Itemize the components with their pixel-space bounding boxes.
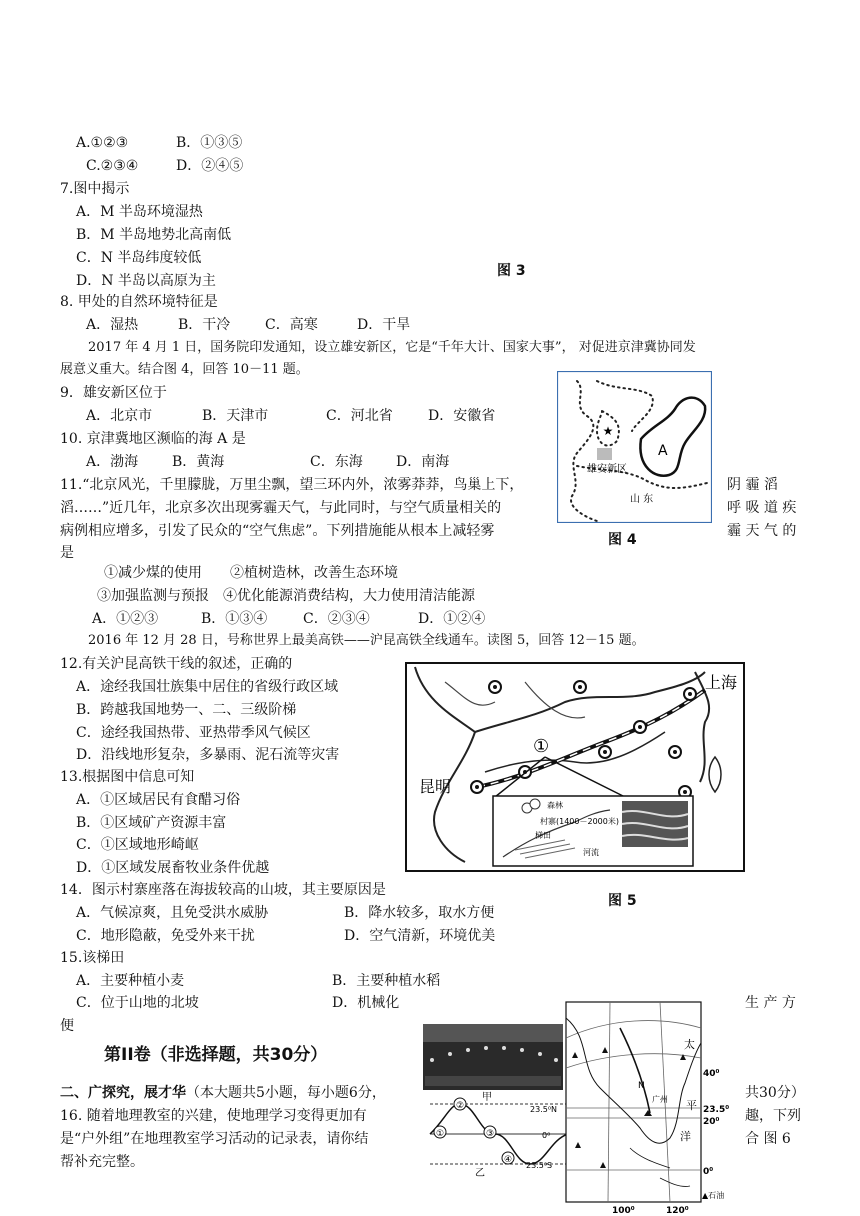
q14-stem: 14．图示村寨座落在海拔较高的山坡，其主要原因是: [60, 882, 386, 898]
q12-option-c: C．途经我国热带、亚热带季风气候区: [76, 725, 311, 741]
figure-3-caption: 图 3: [497, 263, 526, 279]
q13-stem: 13.根据图中信息可知: [60, 769, 195, 785]
lat-40-label: 40⁰: [703, 1069, 720, 1079]
lat-0-map-label: 0⁰: [703, 1167, 714, 1177]
yang-label: 洋: [680, 1130, 691, 1143]
q12-option-b: B．跨越我国地势一、二、三级阶梯: [76, 702, 297, 718]
q10-stem: 10. 京津冀地区濒临的海 A 是: [60, 431, 246, 447]
jia-label: 甲: [482, 1092, 492, 1103]
q7-option-d: D．N 半岛以高原为主: [76, 273, 216, 289]
yi-label: 乙: [475, 1168, 485, 1179]
q12-option-a: A．途经我国壮族集中居住的省级行政区域: [76, 679, 339, 695]
q15-option-d: D．机械化: [332, 995, 400, 1011]
section-2-heading: [60, 1084, 386, 1102]
q11-line4: 是: [60, 545, 74, 561]
q11-measures-1: ①减少煤的使用 ②植树造林，改善生态环境: [104, 565, 398, 581]
q12-option-d: D．沿线地形复杂，多暴雨、泥石流等灾害: [76, 747, 340, 763]
q15-option-b: B．主要种植水稻: [332, 973, 441, 989]
q11-line3: 病例相应增多，引发了民众的“空气焦虑”。下列措施能从根本上减轻雾: [60, 523, 495, 539]
sea-a-label: A: [658, 443, 668, 459]
point-3-label: ③: [486, 1129, 495, 1139]
point-2-label: ②: [456, 1101, 465, 1111]
lat-0-label: 0⁰: [542, 1131, 551, 1140]
q11-option-b: B．①③④: [201, 611, 268, 627]
lon-100-label: 100⁰: [612, 1206, 635, 1216]
q13-option-a: A．①区域居民有食醋习俗: [76, 792, 241, 808]
q8-option-a: A．湿热: [86, 317, 139, 333]
figure-5-caption: 图 5: [608, 893, 637, 909]
q7-option-b: B．M 半岛地势北高南低: [76, 227, 232, 243]
section-2-head: 二、广探究，展才华: [60, 1085, 186, 1101]
marker-1-label: ①: [533, 736, 550, 757]
star-icon: ★: [602, 424, 614, 438]
q7-option-a: A．M 半岛环境湿热: [76, 204, 203, 220]
intro-12-15: 2016 年 12 月 28 日，号称世界上最美高铁——沪昆高铁全线通车。读图 5，回答 12－15 题。: [88, 633, 645, 648]
lat-23-5s-label: 23.5⁰S: [526, 1161, 553, 1170]
river-label: 河流: [583, 848, 599, 857]
q8-option-c: C．高寒: [265, 317, 318, 333]
point-1-label: ①: [436, 1129, 445, 1139]
intro-10-11-line2: 展意义重大。结合图 4，回答 10－11 题。: [60, 362, 309, 377]
q9-option-c: C．河北省: [326, 408, 393, 424]
q11-measures-2: ③加强监测与预报 ④优化能源消费结构，大力使用清洁能源: [97, 588, 475, 604]
q16-line1-right: 趣，下列: [745, 1108, 801, 1124]
q16-line2-right: 合 图 6: [745, 1131, 791, 1147]
ping-label: 平: [686, 1099, 697, 1112]
q14-option-a: A．气候凉爽，且免受洪水威胁: [76, 905, 269, 921]
shanghai-label: 上海: [705, 673, 738, 692]
q11-line2: 滔……”近几年，北京多次出现雾霾天气，与此同时，与空气质量相关的: [60, 500, 502, 516]
point-4-label: ④: [504, 1155, 513, 1165]
q15-option-d-cont: 便: [60, 1018, 74, 1034]
q13-option-b: B．①区域矿产资源丰富: [76, 815, 227, 831]
q8-option-d: D．干旱: [357, 317, 411, 333]
lat-20-label: 20⁰: [703, 1117, 720, 1127]
q9-stem: 9．雄安新区位于: [60, 385, 167, 401]
section-2-detail: （本大题共5小题，每小题6分，: [186, 1085, 386, 1101]
figure-5-map: [405, 662, 745, 872]
forest-label: 森林: [547, 801, 563, 810]
q15-option-a: A．主要种植小麦: [76, 973, 185, 989]
q8-option-b: B．干冷: [178, 317, 231, 333]
q16-line3: 帮补充完整。: [60, 1154, 144, 1170]
q10-option-a: A．渤海: [86, 454, 139, 470]
q11-line3-right: 霾 天 气 的: [727, 523, 797, 539]
figure-6-map: [560, 998, 745, 1216]
q10-option-c: C．东海: [310, 454, 363, 470]
q11-line2-right: 呼 吸 道 疾: [727, 500, 797, 516]
figure-4-map: [557, 371, 712, 523]
q6-option-a: A.①②③: [76, 135, 129, 151]
q13-option-d: D．①区域发展畜牧业条件优越: [76, 860, 270, 876]
lon-120-label: 120⁰: [666, 1206, 689, 1216]
q6-option-b: B．①③⑤: [176, 135, 243, 151]
q11-line1: 11.“北京风光，千里朦胧，万里尘飘，望三环内外，浓雾莽莽，鸟巢上下，: [60, 477, 524, 493]
part-2-title: 第II卷（非选择题，共30分）: [104, 1045, 328, 1065]
q14-option-c: C．地形隐蔽，免受外来干扰: [76, 928, 255, 944]
q10-option-d: D．南海: [396, 454, 450, 470]
q12-stem: 12.有关沪昆高铁干线的叙述，正确的: [60, 656, 293, 672]
intro-10-11-line1: 2017 年 4 月 1 日，国务院印发通知，设立雄安新区，它是“千年大计、国家大事”， 对促进京津冀协同发: [88, 340, 696, 355]
q11-option-a: A．①②③: [92, 611, 159, 627]
oil-legend-label: ▲石油: [702, 1191, 725, 1200]
q14-option-d: D．空气清新，环境优美: [344, 928, 496, 944]
q10-option-b: B．黄海: [172, 454, 225, 470]
figure-6-left: [420, 1020, 570, 1216]
q15-option-d-right: 生 产 方: [745, 995, 796, 1011]
guangzhou-label: 广州: [652, 1095, 668, 1104]
lat-23-5-label: 23.5⁰: [703, 1105, 730, 1115]
q15-stem: 15.该梯田: [60, 950, 125, 966]
north-label: N: [638, 1081, 645, 1091]
q6-option-c: C.②③④: [86, 158, 139, 174]
q14-option-b: B．降水较多，取水方便: [344, 905, 495, 921]
terrace-label: 梯田: [535, 831, 551, 840]
q7-option-c: C．N 半岛纬度较低: [76, 250, 202, 266]
q16-line2: 是“户外组”在地理教室学习活动的记录表，请你结: [60, 1131, 369, 1147]
q13-option-c: C．①区域地形崎岖: [76, 837, 199, 853]
shandong-label: 山 东: [630, 494, 654, 505]
q8-stem: 8. 甲处的自然环境特征是: [60, 294, 218, 310]
q11-line1-right: 阴 霾 滔: [727, 477, 778, 493]
q7-stem: 7.图中揭示: [60, 181, 130, 197]
village-label: 村寨(1400－2000米): [540, 817, 619, 826]
xiongan-label: 雄安新区: [587, 464, 627, 475]
figure-4-caption: 图 4: [608, 532, 637, 548]
tai-label: 太: [684, 1038, 695, 1051]
q9-option-d: D．安徽省: [428, 408, 496, 424]
q15-option-c: C．位于山地的北坡: [76, 995, 199, 1011]
lat-23-5n-label: 23.5⁰N: [530, 1105, 558, 1114]
q9-option-a: A．北京市: [86, 408, 153, 424]
q11-option-c: C．②③④: [303, 611, 370, 627]
q6-option-d: D．②④⑤: [176, 158, 244, 174]
section-2-right: 共30分）: [745, 1085, 805, 1101]
q11-option-d: D．①②④: [418, 611, 486, 627]
q16-line1: 16. 随着地理教室的兴建，使地理学习变得更加有: [60, 1108, 367, 1124]
q9-option-b: B．天津市: [202, 408, 269, 424]
kunming-label: 昆明: [419, 777, 452, 796]
